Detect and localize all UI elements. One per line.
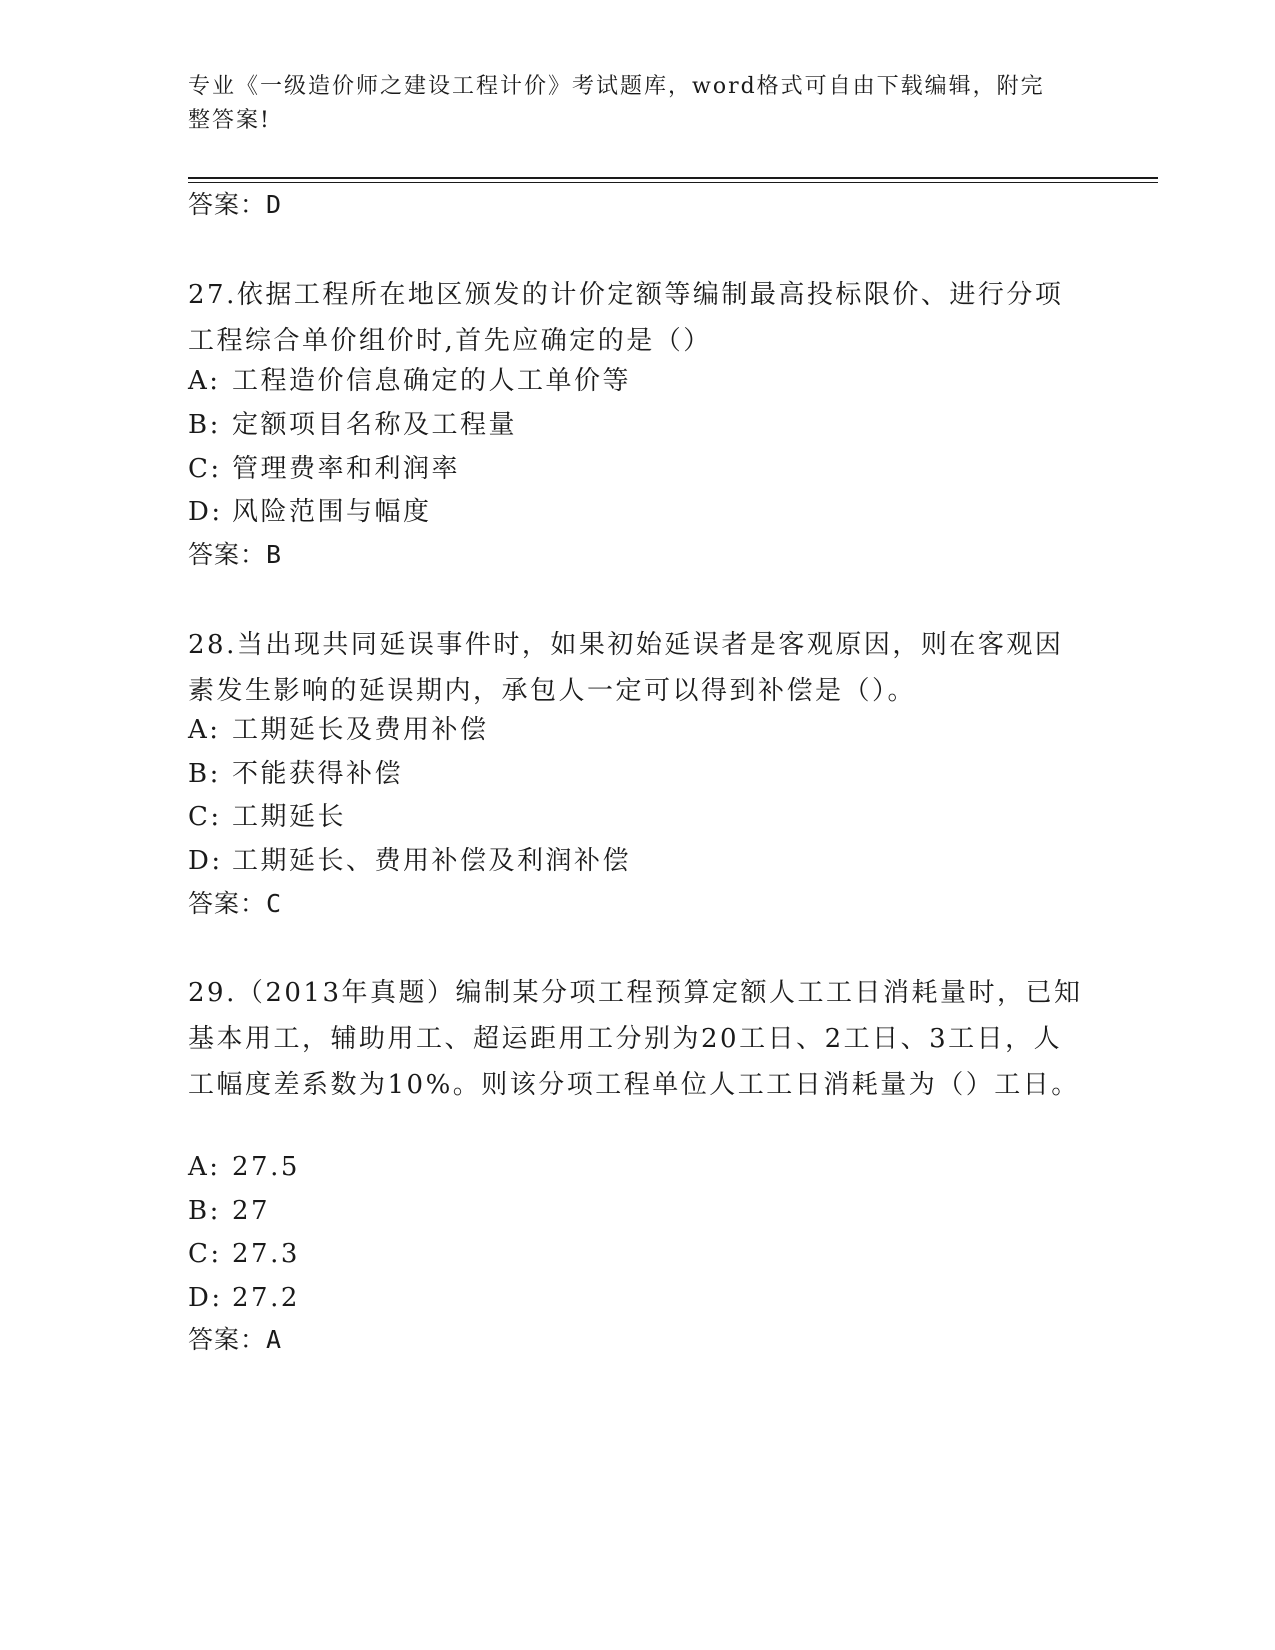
option-letter: A:: [188, 366, 221, 396]
question-29-option-b: [188, 1196, 270, 1226]
option-letter: D:: [188, 497, 223, 527]
option-text: 管理费率和利润率: [232, 454, 461, 484]
question-28-answer: [188, 889, 282, 919]
option-text: 27: [232, 1196, 271, 1226]
previous-answer: [188, 190, 282, 220]
question-29-option-c: [188, 1239, 300, 1269]
option-letter: A:: [188, 1152, 221, 1182]
option-text: 工期延长及费用补偿: [232, 715, 489, 745]
header-divider-thick: [188, 177, 1158, 179]
option-text: 工期延长、费用补偿及利润补偿: [232, 846, 632, 876]
option-letter: D:: [188, 846, 223, 876]
question-27-option-a: [188, 366, 631, 396]
option-text: 不能获得补偿: [232, 759, 404, 789]
option-text: 定额项目名称及工程量: [232, 410, 518, 440]
question-28-option-a: [188, 715, 489, 745]
document-header: 专业《一级造价师之建设工程计价》考试题库，word格式可自由下载编辑，附完整答案!: [188, 74, 1045, 133]
answer-label: 答案：: [188, 190, 267, 219]
option-letter: B:: [188, 759, 221, 789]
header-divider-thin: [188, 182, 1158, 183]
option-letter: C:: [188, 1239, 222, 1269]
question-27-option-d: [188, 497, 432, 527]
question-27-text: 27.依据工程所在地区颁发的计价定额等编制最高投标限价、进行分项工程综合单价组价时,首先应确定的是（）: [188, 280, 1064, 356]
question-28-option-c: [188, 802, 346, 832]
question-28-option-d: [188, 846, 631, 876]
question-27-option-b: [188, 410, 517, 440]
question-29-answer: [188, 1325, 282, 1355]
question-28-text: 28.当出现共同延误事件时，如果初始延误者是客观原因，则在客观因素发生影响的延误期内，承包人一定可以得到补偿是（）。: [188, 630, 1064, 706]
answer-value: A: [266, 1325, 283, 1354]
option-letter: C:: [188, 802, 222, 832]
option-letter: B:: [188, 1196, 221, 1226]
question-27-answer: [188, 540, 282, 570]
option-letter: C:: [188, 454, 222, 484]
question-29-option-a: [188, 1152, 300, 1182]
option-text: 工期延长: [232, 802, 347, 832]
option-letter: A:: [188, 715, 221, 745]
question-29-text: 29.（2013年真题）编制某分项工程预算定额人工工日消耗量时，已知基本用工，辅助用工、超运距用工分别为20工日、2工日、3工日，人工幅度差系数为10%。则该分项工程单位人工工日消耗量为（）工日。: [188, 978, 1083, 1100]
option-letter: D:: [188, 1283, 223, 1313]
question-29-option-d: [188, 1283, 300, 1313]
answer-label: 答案：: [188, 889, 267, 918]
option-text: 风险范围与幅度: [232, 497, 432, 527]
answer-value: D: [266, 190, 283, 219]
option-text: 工程造价信息确定的人工单价等: [232, 366, 632, 396]
question-27-option-c: [188, 454, 460, 484]
option-text: 27.2: [232, 1283, 300, 1313]
answer-label: 答案：: [188, 1325, 267, 1354]
question-28-option-b: [188, 759, 403, 789]
answer-label: 答案：: [188, 540, 267, 569]
answer-value: C: [266, 889, 283, 918]
answer-value: B: [266, 540, 283, 569]
option-text: 27.5: [232, 1152, 300, 1182]
option-text: 27.3: [232, 1239, 300, 1269]
option-letter: B:: [188, 410, 221, 440]
